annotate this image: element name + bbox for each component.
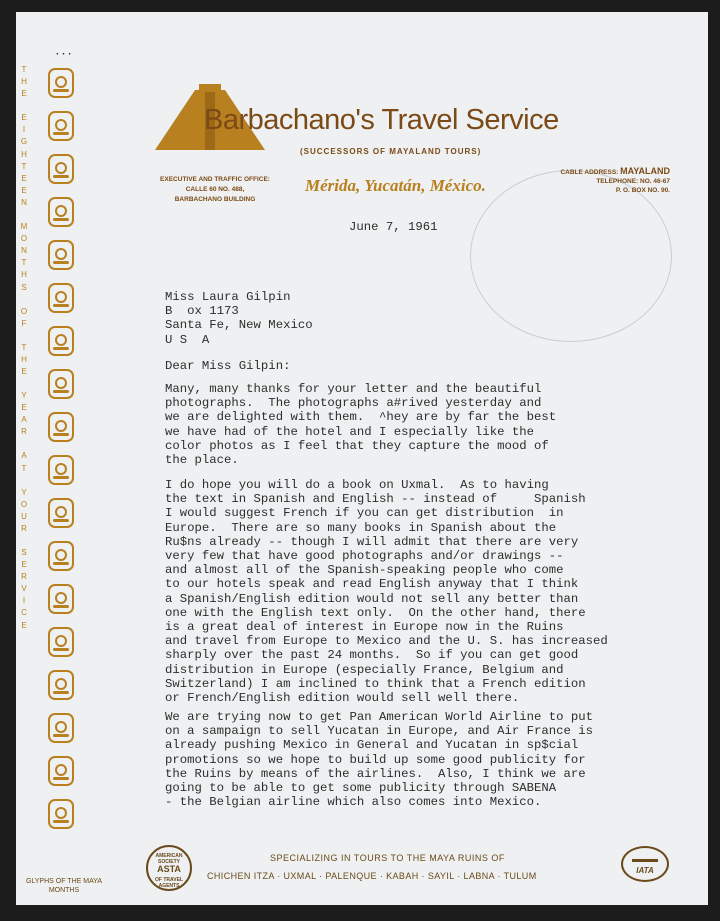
paragraph-3: We are trying now to get Pan American World Airline to put on a sampaign to sell Yucatan in Europe, and Air France is already pushing Mexico in General and Yucatan in sp$cial promotions so we hope to build up some good publicity for the Ruins by means of the airlines. Also, I think we are going to be able to get some publicity through SABENA - the Belgian airline which also comes into Mexico. [165, 710, 594, 810]
specializing-line: SPECIALIZING IN TOURS TO THE MAYA RUINS OF [270, 853, 505, 863]
brand-name: Barbachano's Travel Service [204, 104, 559, 136]
maya-month-glyph-icon [48, 713, 74, 743]
asta-seal [146, 845, 192, 891]
caption-line: GLYPHS OF THE MAYA [25, 878, 103, 885]
maya-month-glyph-icon [48, 369, 74, 399]
maya-month-glyph-icon [48, 154, 74, 184]
maya-glyph-column [20, 62, 92, 862]
maya-month-glyph-icon [48, 197, 74, 227]
glyph-caption [24, 877, 104, 895]
asta-bot: OF TRAVEL AGENTS [155, 877, 183, 889]
sidebar-word: M O N T H S [20, 222, 28, 292]
maya-month-glyph-icon [48, 799, 74, 829]
office-line: EXECUTIVE AND TRAFFIC OFFICE: [160, 176, 270, 183]
office-line: CALLE 60 NO. 488, [185, 186, 245, 193]
sidebar-word: A T [21, 451, 27, 473]
telephone: TELEPHONE: NO. 46-67 [596, 178, 670, 185]
faint-postmark-stamp [470, 170, 672, 342]
sidebar-word: E I G H T E E N [20, 113, 28, 207]
maya-month-glyph-icon [48, 756, 74, 786]
salutation: Dear Miss Gilpin: [165, 359, 291, 373]
letter-date: June 7, 1961 [349, 220, 438, 234]
ruins-list: CHICHEN ITZA · UXMAL · PALENQUE · KABAH · SAYIL · LABNA · TULUM [207, 871, 537, 881]
asta-top: AMERICAN SOCIETY [155, 853, 183, 865]
maya-month-glyph-icon [48, 541, 74, 571]
sidebar-word: Y O U R [20, 487, 28, 533]
maya-month-glyph-icon [48, 283, 74, 313]
maya-month-glyph-icon [48, 412, 74, 442]
asta-mid: ASTA [157, 864, 181, 874]
paragraph-1: Many, many thanks for your letter and the beautiful photographs. The photographs a#rived yesterday and we are delighted with them. ^hey are by far the best we have had of the hotel and I especially like the color photos as I feel that they capture the mood of the place. [165, 382, 557, 468]
sidebar-word: T H E [21, 65, 27, 99]
maya-month-glyph-icon [48, 455, 74, 485]
successors-line: (SUCCESSORS OF MAYALAND TOURS) [300, 147, 482, 156]
maya-month-glyph-icon [48, 240, 74, 270]
iata-label: IATA [636, 866, 654, 875]
sidebar-word: T H E [21, 342, 27, 376]
cable-value: MAYALAND [620, 166, 670, 176]
maya-month-glyph-icon [48, 111, 74, 141]
sidebar-word: O F [20, 306, 28, 328]
recipient-address: Miss Laura Gilpin B ox 1173 Santa Fe, New Mexico U S A [165, 290, 313, 347]
corner-marks: · · · [56, 49, 72, 60]
cable-address [530, 167, 670, 195]
maya-month-glyph-icon [48, 498, 74, 528]
cable-label: CABLE ADDRESS: [560, 169, 619, 176]
po-box: P. O. BOX NO. 90. [615, 187, 670, 194]
maya-month-glyph-icon [48, 68, 74, 98]
sidebar-word: Y E A R [21, 391, 27, 437]
iata-seal [621, 846, 669, 882]
maya-month-glyph-icon [48, 326, 74, 356]
city-line: Mérida, Yucatán, México. [305, 176, 486, 195]
maya-month-glyph-icon [48, 670, 74, 700]
maya-month-glyph-icon [48, 584, 74, 614]
sidebar-vertical-text [18, 64, 30, 644]
caption-line: MONTHS [48, 887, 80, 894]
sidebar-word: S E R V I C E [21, 548, 27, 630]
office-line: BARBACHANO BUILDING [174, 196, 256, 203]
paragraph-2: I do hope you will do a book on Uxmal. As to having the text in Spanish and English -- instead of Spanish I would suggest French if you can get distribution in Europe. There are so many books in Spanish about the Ru$ns already -- though I will admit that there are very very few that have good photographs and/or drawings -- and almost all of the Spanish-speaking people who come to our hotels speak and read English anyway that I think a Spanish/English edition would not sell any better than one with the English text only. On the other hand, there is a great deal of interest in Europe now in the Ruins and travel from Europe to Mexico and the U. S. has increased sharply over the past 24 months. So if you can get good distribution in Europe (especially France, Belgium and Switzerland) I am inclined to think that a French edition or French/English edition would sell well there. [165, 478, 608, 706]
maya-month-glyph-icon [48, 627, 74, 657]
office-address [140, 175, 290, 205]
